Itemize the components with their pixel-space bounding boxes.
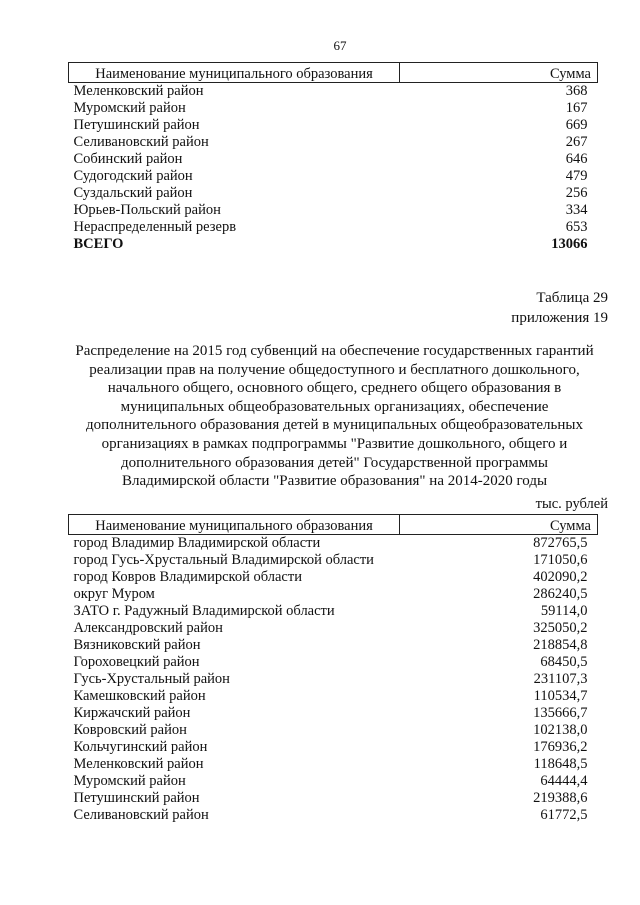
heading-line: дополнительного образования детей в муниципальных общеобразовательных xyxy=(86,417,583,434)
heading-line: реализации прав на получение общедоступного и бесплатного дошкольного, xyxy=(89,361,580,378)
row-value: 61772,5 xyxy=(540,807,588,823)
row-name: Киржачский район xyxy=(73,705,191,721)
table-row xyxy=(69,185,598,202)
column-header-name: Наименование муниципального образования xyxy=(69,515,400,535)
total-row xyxy=(69,236,598,253)
table-row xyxy=(69,552,598,569)
row-name: Гусь-Хрустальный район xyxy=(73,671,230,687)
table-header xyxy=(69,63,598,83)
row-value: 256 xyxy=(565,185,588,201)
row-value: 135666,7 xyxy=(533,705,588,721)
row-name: Петушинский район xyxy=(73,117,200,133)
row-name: Ковровский район xyxy=(73,722,187,738)
row-name: Собинский район xyxy=(73,151,183,167)
heading-line: Распределение на 2015 год субвенций на обеспечение государственных гарантий xyxy=(75,343,594,359)
row-name: Меленковский район xyxy=(73,756,204,772)
heading-line: Владимирской области "Развитие образования" на 2014-2020 годы xyxy=(121,473,548,490)
table-row xyxy=(69,705,598,722)
row-name: Петушинский район xyxy=(73,790,200,806)
row-value: 167 xyxy=(565,100,588,116)
table-row xyxy=(69,151,598,168)
row-value: 102138,0 xyxy=(533,722,588,738)
row-value: 479 xyxy=(565,168,588,184)
total-label: ВСЕГО xyxy=(73,236,124,252)
table-row xyxy=(69,117,598,134)
table-row xyxy=(69,100,598,117)
row-name: Меленковский район xyxy=(73,83,204,99)
table-row xyxy=(69,569,598,586)
table-row xyxy=(69,637,598,654)
row-value: 59114,0 xyxy=(540,603,588,619)
table-body xyxy=(69,83,598,254)
table-row xyxy=(69,586,598,603)
row-value: 110534,7 xyxy=(533,688,588,704)
table-row xyxy=(69,773,598,790)
row-value: 267 xyxy=(565,134,588,150)
heading-line: организациях в рамках подпрограммы "Развитие дошкольного, общего и xyxy=(101,435,568,452)
table-row xyxy=(69,168,598,185)
table-body xyxy=(69,535,598,825)
table-row xyxy=(69,603,598,620)
row-name: Нераспределенный резерв xyxy=(73,219,237,235)
table-row xyxy=(69,807,598,824)
row-value: 118648,5 xyxy=(533,756,588,772)
row-value: 176936,2 xyxy=(533,739,588,755)
row-name: Юрьев-Польский район xyxy=(73,202,221,218)
row-value: 334 xyxy=(565,202,588,218)
table-header xyxy=(69,515,598,535)
row-value: 231107,3 xyxy=(533,671,588,687)
table-row xyxy=(69,83,598,101)
row-value: 64444,4 xyxy=(540,773,588,789)
row-name: Муромский район xyxy=(73,100,186,116)
heading-line: дополнительного образования детей" Государственной программы xyxy=(120,454,548,471)
row-value: 218854,8 xyxy=(533,637,588,653)
row-name: город Ковров Владимирской области xyxy=(73,569,302,585)
row-name: Камешковский район xyxy=(73,688,206,704)
table-heading xyxy=(62,342,607,491)
row-value: 325050,2 xyxy=(533,620,588,636)
table-row xyxy=(69,671,598,688)
column-header-sum: Сумма xyxy=(400,515,598,535)
table-number: Таблица 29 xyxy=(536,290,608,306)
row-name: Селивановский район xyxy=(73,134,209,150)
row-value: 68450,5 xyxy=(540,654,588,670)
table-row xyxy=(69,535,598,553)
row-value: 219388,6 xyxy=(533,790,588,806)
row-name: Александровский район xyxy=(73,620,223,636)
total-value: 13066 xyxy=(551,236,588,252)
row-value: 669 xyxy=(565,117,588,133)
table-row xyxy=(69,790,598,807)
column-header-sum: Сумма xyxy=(400,63,598,83)
appendix-label: приложения 19 xyxy=(511,310,608,326)
heading-line: муниципальных общеобразовательных организациях, обеспечение xyxy=(120,398,549,415)
row-value: 368 xyxy=(565,83,588,99)
row-name: округ Муром xyxy=(73,586,155,602)
row-value: 646 xyxy=(565,151,588,167)
table-row xyxy=(69,134,598,151)
table-row xyxy=(69,219,598,236)
row-name: Судогодский район xyxy=(73,168,193,184)
table-row xyxy=(69,722,598,739)
table-row xyxy=(69,739,598,756)
subsidy-table-2 xyxy=(68,514,598,824)
subsidy-table-1 xyxy=(68,62,598,253)
row-name: Суздальский район xyxy=(73,185,193,201)
row-name: город Владимир Владимирской области xyxy=(73,535,321,551)
table-row xyxy=(69,202,598,219)
row-name: Селивановский район xyxy=(73,807,209,823)
heading-line: начального общего, основного общего, среднего общего образования в xyxy=(107,380,562,397)
row-value: 872765,5 xyxy=(533,535,588,551)
row-value: 286240,5 xyxy=(533,586,588,602)
row-value: 402090,2 xyxy=(533,569,588,585)
table-row xyxy=(69,654,598,671)
table-row xyxy=(69,688,598,705)
row-name: Кольчугинский район xyxy=(73,739,208,755)
page-number: 67 xyxy=(333,38,347,53)
table-row xyxy=(69,756,598,773)
row-name: Муромский район xyxy=(73,773,186,789)
table-row xyxy=(69,620,598,637)
row-name: Вязниковский район xyxy=(73,637,201,653)
units-label: тыс. рублей xyxy=(535,496,608,512)
column-header-name: Наименование муниципального образования xyxy=(69,63,400,83)
row-name: ЗАТО г. Радужный Владимирской области xyxy=(73,603,335,619)
row-name: город Гусь-Хрустальный Владимирской области xyxy=(73,552,374,568)
row-value: 653 xyxy=(565,219,588,235)
row-value: 171050,6 xyxy=(533,552,588,568)
row-name: Гороховецкий район xyxy=(73,654,200,670)
